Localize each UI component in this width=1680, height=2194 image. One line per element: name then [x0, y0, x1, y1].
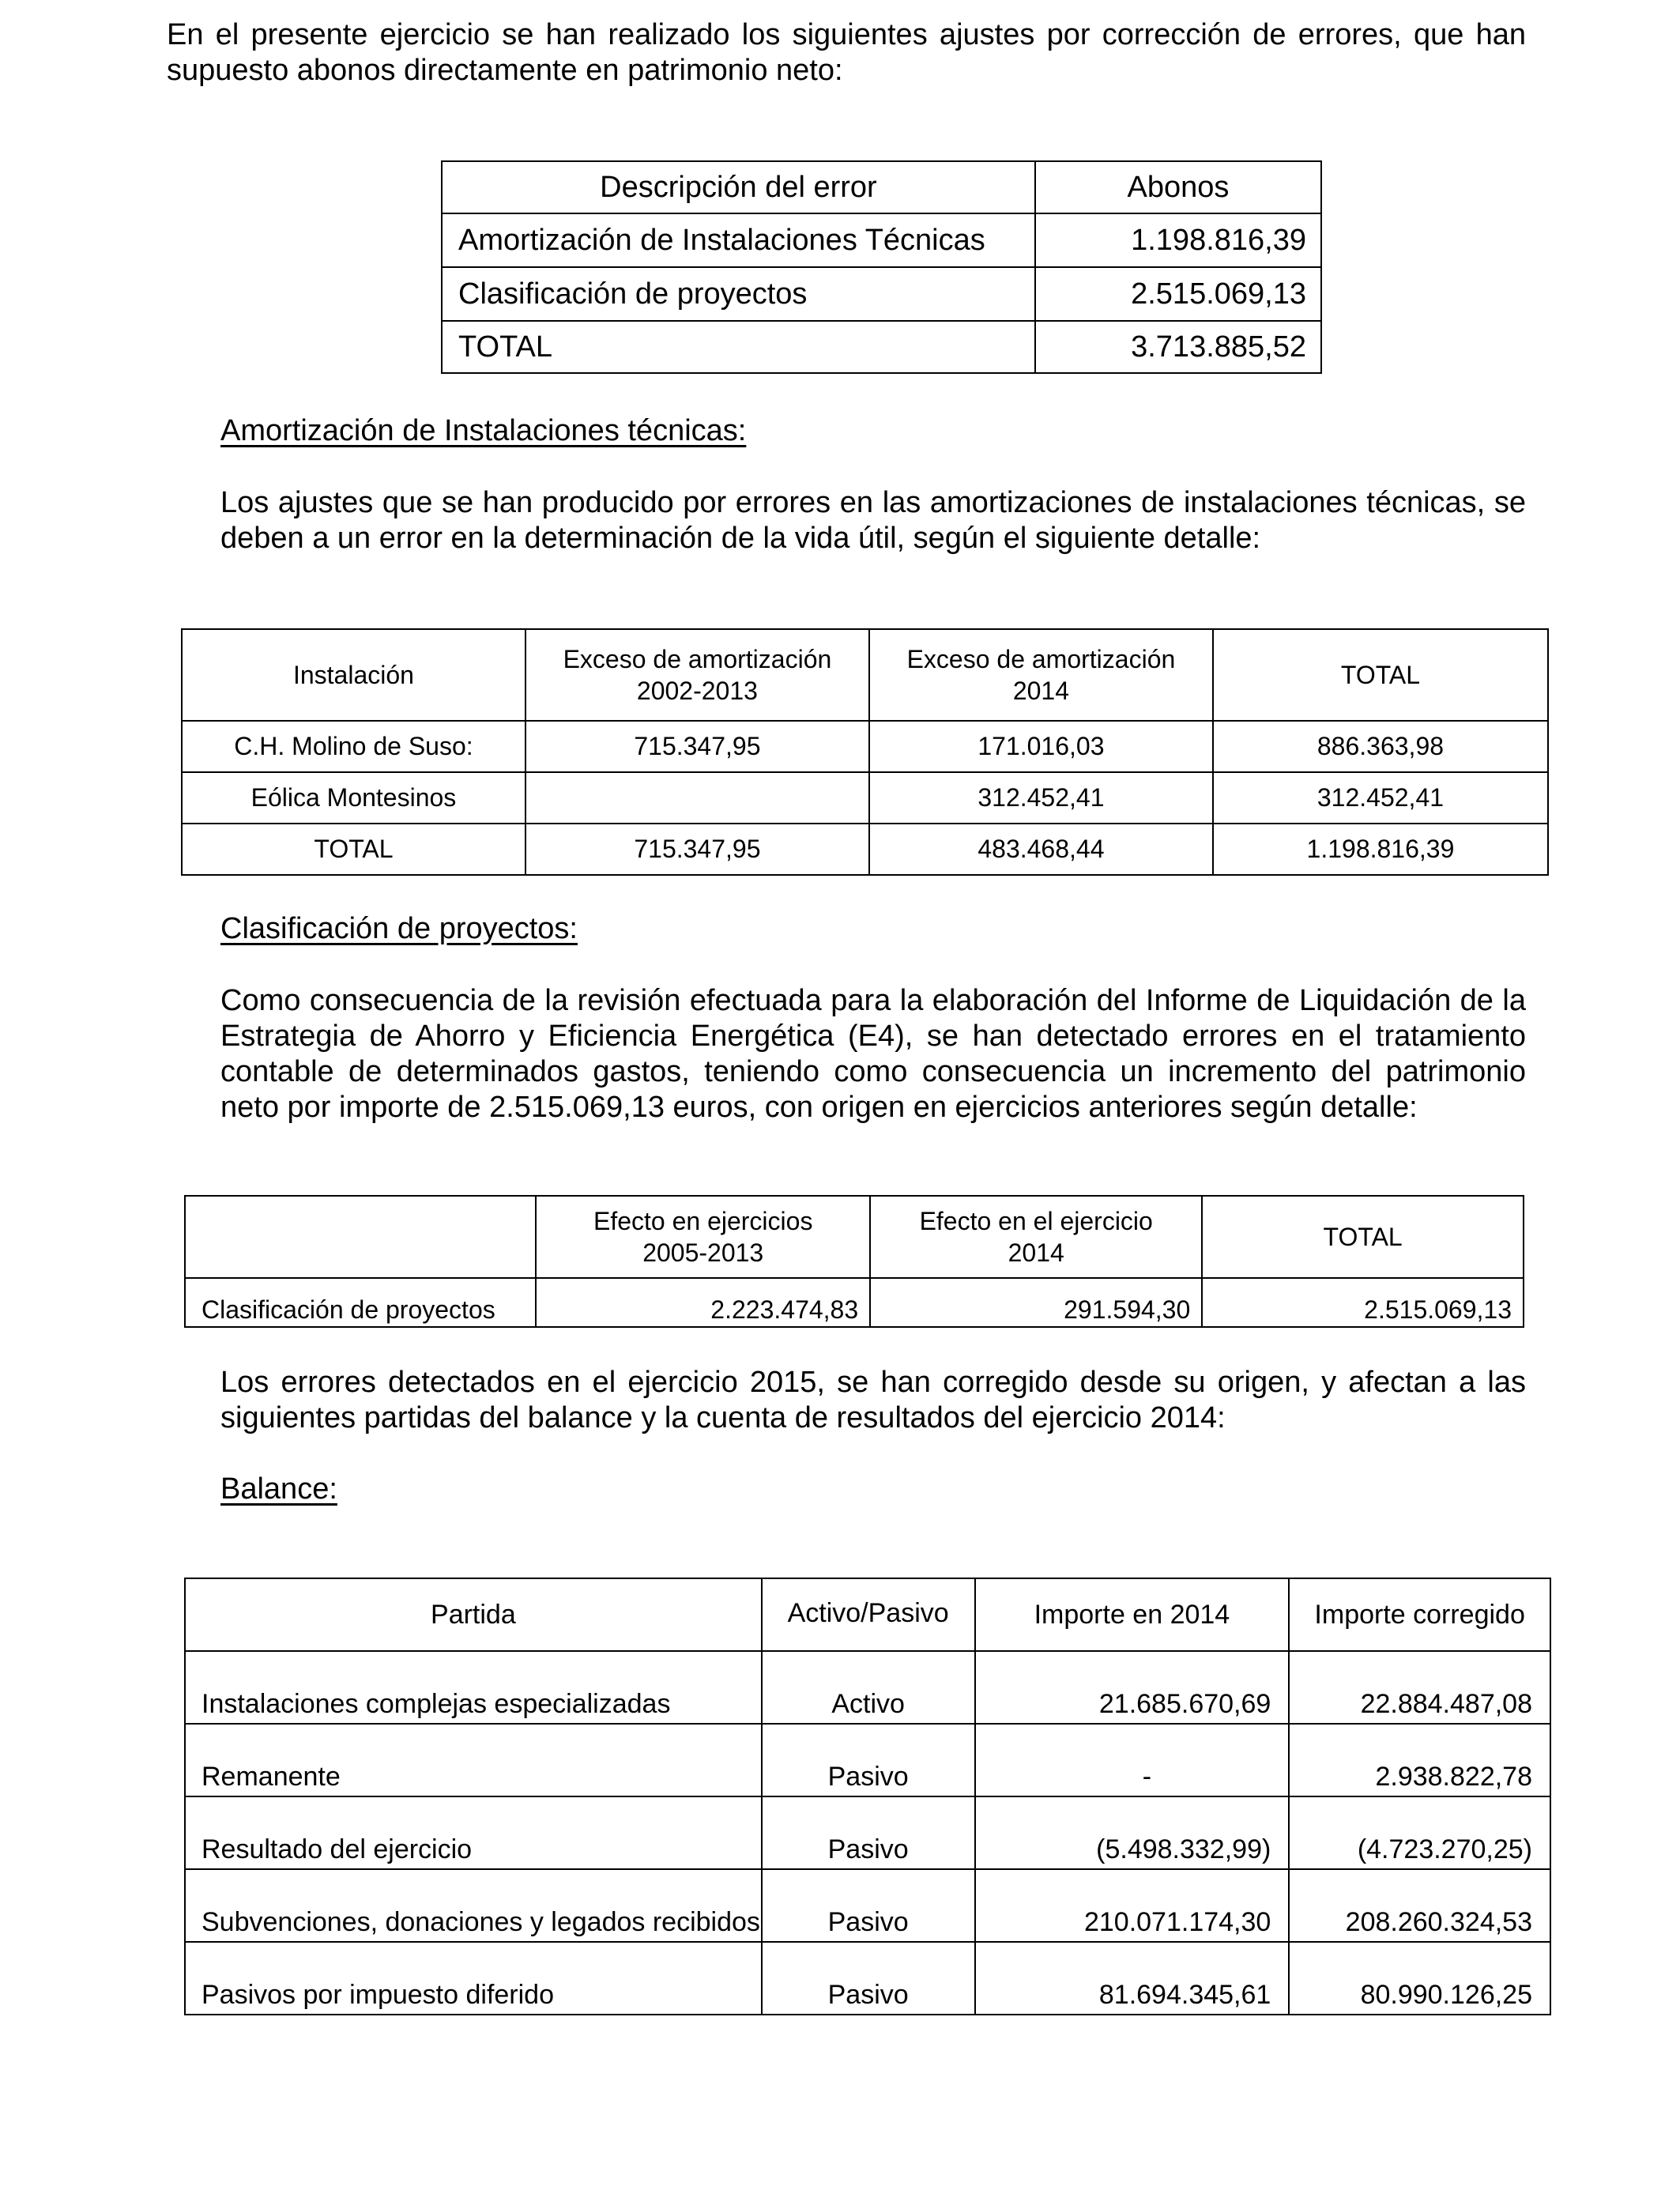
header-cell: Activo/Pasivo: [762, 1578, 975, 1651]
intro-line: supuesto abonos directamente en patrimonio neto:: [167, 54, 843, 87]
table-row: [185, 1796, 1550, 1869]
amortizacion-table: [181, 628, 1549, 876]
table-row: [442, 321, 1321, 373]
table-cell: Instalaciones complejas especializadas: [185, 1651, 762, 1724]
table-cell: -: [975, 1724, 1290, 1796]
section-heading-balance: Balance:: [220, 1472, 337, 1506]
intro-paragraph: [167, 17, 1526, 89]
header-cell: TOTAL: [1213, 629, 1548, 721]
errors-table: [441, 160, 1322, 374]
table-cell: Pasivos por impuesto diferido: [185, 1942, 762, 2015]
table-cell: TOTAL: [442, 321, 1035, 373]
paragraph-line: siguientes partidas del balance y la cuenta de resultados del ejercicio 2014:: [220, 1401, 1226, 1434]
table-cell: 208.260.324,53: [1289, 1869, 1550, 1942]
header-line: 2014: [1008, 1238, 1064, 1267]
header-cell: TOTAL: [1202, 1196, 1524, 1278]
table-cell: Resultado del ejercicio: [185, 1796, 762, 1869]
table-cell: Pasivo: [762, 1942, 975, 2015]
header-cell: Importe en 2014: [975, 1578, 1290, 1651]
table-header-row: [185, 1196, 1524, 1278]
header-line: Exceso de amortización: [906, 645, 1176, 673]
table-row: [442, 267, 1321, 321]
table-cell: 3.713.885,52: [1035, 321, 1321, 373]
paragraph-line: neto por importe de 2.515.069,13 euros, con origen en ejercicios anteriores según detalle:: [220, 1091, 1418, 1124]
intro-line: En el presente ejercicio se han realizado los siguientes ajustes por corrección de errores, que han: [167, 18, 1526, 51]
header-cell: Descripción del error: [442, 161, 1035, 213]
table-header-row: [182, 629, 1548, 721]
table-cell: 22.884.487,08: [1289, 1651, 1550, 1724]
table-cell: Clasificación de proyectos: [442, 267, 1035, 321]
table-cell: 886.363,98: [1213, 721, 1548, 772]
table-cell: 715.347,95: [525, 824, 869, 875]
paragraph-line: Como consecuencia de la revisión efectuada para la elaboración del Informe de Liquidación de la: [220, 984, 1526, 1017]
table-cell: Pasivo: [762, 1724, 975, 1796]
table-row: [182, 772, 1548, 824]
header-line: Efecto en el ejercicio: [919, 1207, 1153, 1235]
table-row: [442, 213, 1321, 267]
table-cell: 2.515.069,13: [1035, 267, 1321, 321]
table-cell: Clasificación de proyectos: [185, 1278, 536, 1327]
paragraph-line: deben a un error en la determinación de la vida útil, según el siguiente detalle:: [220, 522, 1261, 555]
clasificacion-table: [184, 1195, 1524, 1328]
table-cell: (5.498.332,99): [975, 1796, 1290, 1869]
table-cell: [525, 772, 869, 824]
table-cell: C.H. Molino de Suso:: [182, 721, 525, 772]
table-cell: 291.594,30: [870, 1278, 1202, 1327]
section-heading-clasificacion: Clasificación de proyectos:: [220, 912, 578, 945]
table-cell: 2.938.822,78: [1289, 1724, 1550, 1796]
table-cell: 2.223.474,83: [536, 1278, 870, 1327]
header-cell: Instalación: [182, 629, 525, 721]
table-cell: Pasivo: [762, 1869, 975, 1942]
balance-table: [184, 1578, 1551, 2015]
table-row: [182, 721, 1548, 772]
table-header-row: [442, 161, 1321, 213]
header-cell: [185, 1196, 536, 1278]
table-cell: 1.198.816,39: [1213, 824, 1548, 875]
paragraph-line: Los errores detectados en el ejercicio 2015, se han corregido desde su origen, y afectan a las: [220, 1366, 1526, 1399]
header-line: Exceso de amortización: [563, 645, 832, 673]
errores-paragraph: [220, 1365, 1526, 1436]
table-cell: 483.468,44: [869, 824, 1213, 875]
header-cell: [536, 1196, 870, 1278]
table-cell: 210.071.174,30: [975, 1869, 1290, 1942]
table-cell: Subvenciones, donaciones y legados recibidos: [185, 1869, 762, 1942]
table-cell: Eólica Montesinos: [182, 772, 525, 824]
table-cell: Activo: [762, 1651, 975, 1724]
table-cell: 1.198.816,39: [1035, 213, 1321, 267]
table-cell: 81.694.345,61: [975, 1942, 1290, 2015]
header-cell: Abonos: [1035, 161, 1321, 213]
table-cell: Pasivo: [762, 1796, 975, 1869]
header-cell: [525, 629, 869, 721]
table-cell: (4.723.270,25): [1289, 1796, 1550, 1869]
table-cell: 312.452,41: [869, 772, 1213, 824]
header-line: 2002-2013: [636, 677, 758, 705]
table-cell: 80.990.126,25: [1289, 1942, 1550, 2015]
paragraph-line: Los ajustes que se han producido por errores en las amortizaciones de instalaciones técnicas, se: [220, 486, 1526, 519]
amortizacion-paragraph: [220, 485, 1526, 556]
table-cell: 2.515.069,13: [1202, 1278, 1524, 1327]
header-line: Efecto en ejercicios: [593, 1207, 813, 1235]
header-line: 2005-2013: [642, 1238, 764, 1267]
table-cell: TOTAL: [182, 824, 525, 875]
table-cell: 21.685.670,69: [975, 1651, 1290, 1724]
section-heading-amortizacion: Amortización de Instalaciones técnicas:: [220, 414, 747, 447]
table-header-row: [185, 1578, 1550, 1651]
table-row: [185, 1942, 1550, 2015]
table-cell: 312.452,41: [1213, 772, 1548, 824]
header-cell: Importe corregido: [1289, 1578, 1550, 1651]
clasificacion-paragraph: [220, 983, 1526, 1125]
paragraph-line: contable de determinados gastos, teniendo como consecuencia un incremento del patrimonio: [220, 1055, 1526, 1088]
table-row: [185, 1724, 1550, 1796]
table-row: [185, 1651, 1550, 1724]
header-cell: [869, 629, 1213, 721]
table-cell: 715.347,95: [525, 721, 869, 772]
table-row: [185, 1869, 1550, 1942]
table-row: [185, 1278, 1524, 1327]
header-cell: Partida: [185, 1578, 762, 1651]
paragraph-line: Estrategia de Ahorro y Eficiencia Energética (E4), se han detectado errores en el tratamiento: [220, 1020, 1526, 1053]
table-cell: Amortización de Instalaciones Técnicas: [442, 213, 1035, 267]
table-cell: 171.016,03: [869, 721, 1213, 772]
table-cell: Remanente: [185, 1724, 762, 1796]
table-row: [182, 824, 1548, 875]
header-line: 2014: [1012, 677, 1070, 705]
header-cell: [870, 1196, 1202, 1278]
